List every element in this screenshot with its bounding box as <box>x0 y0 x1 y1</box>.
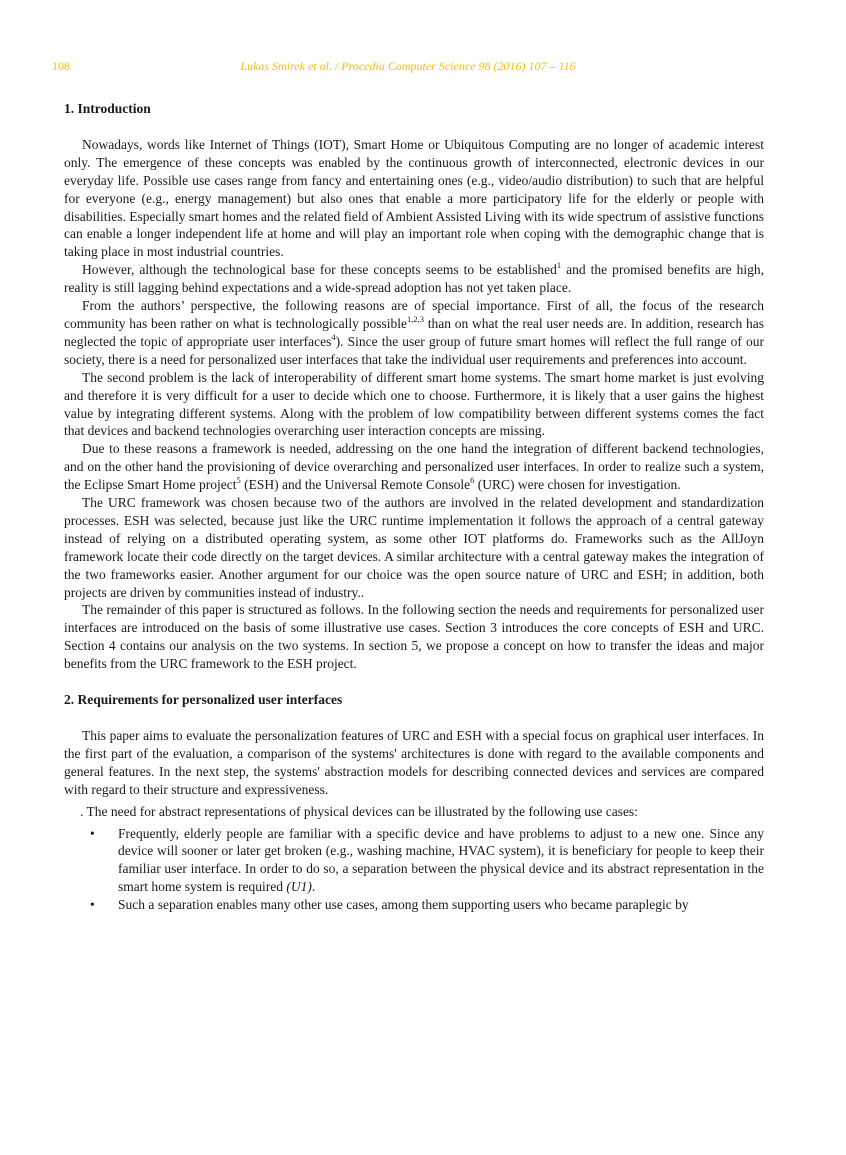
bullet-marker: • <box>90 897 95 913</box>
section-heading-introduction: 1. Introduction <box>64 101 151 116</box>
article-body <box>64 100 764 914</box>
bullet-marker: • <box>90 825 95 841</box>
running-title: Lukas Smirek et al. / Procedia Computer Science 98 (2016) 107 – 116 <box>240 59 576 73</box>
list-item: • Frequently, elderly people are familiar with a specific device and have problems to adjust to a new one. Since any device will sooner or later get broken (e.g., washing machine, HVAC system), it is beneficiary for people to keep their familiar user interface. In order to do so, a separation between the physical device and its abstract representation in the smart home system is required (U1). <box>90 825 764 895</box>
citation-ref: 5 <box>236 475 241 486</box>
list-item: • Such a separation enables many other use cases, among them supporting users who became paraplegic by <box>90 897 689 913</box>
page-number: 108 <box>52 59 70 73</box>
paragraph: From the authors’ perspective, the following reasons are of special importance. First of all, the focus of the research community has been rather on what is technologically possible$^{1,2,3}$ than on what the real user needs are. In addition, research has neglected the topic of appropriate user interfaces$^4$). Since the user group of future smart homes will reflect the full range of our society, there is a need for personalized user interfaces that take the individual user requirements and preferences into account. <box>64 298 765 367</box>
use-case-list <box>64 825 764 915</box>
paragraph: This paper aims to evaluate the personalization features of URC and ESH with a special focus on graphical user interfaces. In the first part of the evaluation, a comparison of the systems' architectures is done with regard to the available components and general features. In the next step, the systems' abstraction models for describing connected devices and services are compared with regard to their structure and expressiveness. <box>64 728 764 797</box>
paragraph: The remainder of this paper is structured as follows. In the following section the needs and requirements for personalized user interfaces are introduced on the basis of some illustrative use cases. Section 3 introduces the core concepts of ESH and URC. Section 4 contains our analysis on the two systems. In section 5, we propose a concept on how to transfer the ideas and major benefits from the URC framework to the ESH project. <box>64 602 764 672</box>
running-header <box>52 59 764 75</box>
citation-ref: 6 <box>470 475 475 486</box>
citation-ref: 1,2,3 <box>406 313 424 324</box>
use-case-intro: . The need for abstract representations of physical devices can be illustrated by the following use cases: <box>80 803 638 819</box>
paragraph: The second problem is the lack of interoperability of different smart home systems. The smart home market is just evolving and therefore it is very difficult for a user to decide which one to choose. Furthermore, it is likely that a user gains the highest value by integrating different systems. Along with the problem of low compatibility between different systems comes the fact that devices and backend technologies overarching user interaction concepts are missing. <box>64 369 764 439</box>
paragraph: Due to these reasons a framework is needed, addressing on the one hand the integration of different backend technologies, and on the other hand the provisioning of device overarching and personalized user interfaces. In order to realize such a system, the Eclipse Smart Home project$^5$ (ESH) and the Universal Remote Console$^6$ (URC) were chosen for investigation. <box>64 441 764 493</box>
citation-ref: 1 <box>556 260 562 271</box>
paragraph: The URC framework was chosen because two of the authors are involved in the related development and standardization processes. ESH was selected, because just like the URC runtime implementation it follows the approach of a central gateway instead of relying on a distributed operating system, as some other IOT platforms do. Frameworks such as the AllJoyn framework locate their code directly on the target devices. A similar architecture with a central gateway makes the integration of the two frameworks easier. Another argument for our choice was the open source nature of URC and ESH; in addition, both projects are driven by communities instead of industry.. <box>64 495 764 600</box>
paragraph: Nowadays, words like Internet of Things (IOT), Smart Home or Ubiquitous Computing are no longer of academic interest only. The emergence of these concepts was enabled by the continuous growth of interconnected, electronic devices in our everyday life. Possible use cases range from fancy and entertaining ones (e.g., video/audio distribution) to such that are helpful for everyone (e.g., energy management) but also ones that enable a more participatory life for the elderly or people with disabilities. Especially smart homes and the related field of Ambient Assisted Living with its wide spectrum of assistive functions can enable a longer independent life at home and will play an important role when coping with the demographic change that is taking place in most industrial countries. <box>64 136 765 260</box>
citation-ref: 4 <box>331 331 336 342</box>
use-case-label: (U1) <box>286 879 312 895</box>
paragraph: However, although the technological base for these concepts seems to be established$^1$ and the promised benefits are high, reality is still lagging behind expectations and a wide-spread adoption has not yet taken place. <box>64 260 764 296</box>
section-heading-requirements: 2. Requirements for personalized user interfaces <box>64 692 343 708</box>
